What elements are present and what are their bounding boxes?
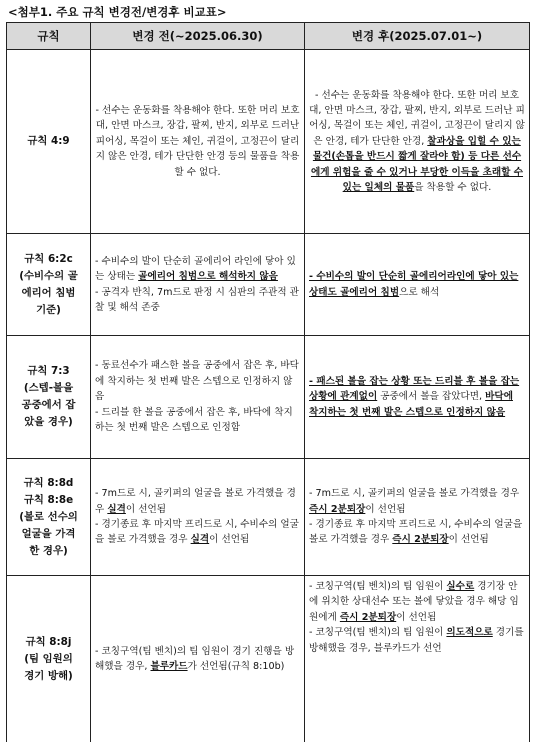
- table-row: [7, 336, 530, 459]
- rule-cell: [7, 50, 91, 234]
- after-cell: [305, 576, 530, 742]
- highlighted-text: 블루카드: [151, 661, 188, 672]
- rule-label: (수비수의 골: [10, 268, 87, 285]
- header-after: 변경 후(2025.07.01~): [305, 23, 530, 50]
- cell-text: 가 선언됨(규칙 8:10b): [188, 661, 285, 672]
- rule-label: 한 경우): [10, 543, 87, 560]
- rule-label: 얼굴을 가격: [10, 526, 87, 543]
- highlighted-text: - 패스된 볼을 잡는 상황 또는 드리블 후 볼을 잡는 상황에 관계없이: [309, 376, 519, 402]
- highlighted-text: 의도적으로: [446, 627, 492, 638]
- table-row: [7, 459, 530, 576]
- highlighted-text: 즉시 2분퇴장: [392, 534, 448, 545]
- table-header-row: [7, 23, 530, 50]
- cell-text: - 경기종료 후 마지막 프리드로 시, 수비수의 얼굴을 볼로 가격했을 경우: [95, 519, 299, 545]
- highlighted-text: 바닥에 착지하는 첫 번째 발은 스텝으로 인정하지 않음: [309, 391, 513, 417]
- table-row: [7, 50, 530, 234]
- cell-text: 이 선언됨: [365, 504, 405, 515]
- cell-text: 이 선언됨: [209, 534, 249, 545]
- header-rule: 규칙: [7, 23, 91, 50]
- before-cell: [91, 234, 305, 336]
- table-row: [7, 234, 530, 336]
- cell-text: - 코칭구역(팀 벤치)의 팀 임원이 경기 진행을 방해했을 경우,: [95, 646, 294, 672]
- before-cell: [91, 50, 305, 234]
- document-caption: <첨부1. 주요 규칙 변경전/변경후 비교표>: [8, 4, 531, 20]
- highlighted-text: 실격: [107, 504, 126, 515]
- highlighted-text: 실격: [191, 534, 210, 545]
- rule-label: 규칙 4:9: [10, 133, 87, 150]
- cell-text: 을 착용할 수 없다.: [414, 182, 491, 193]
- after-cell: [305, 336, 530, 459]
- rule-label: (스텝-볼을: [10, 380, 87, 397]
- cell-text: 으로 해석: [399, 287, 439, 298]
- rule-label: 규칙 8:8d: [10, 475, 87, 492]
- rule-label: 규칙 7:3: [10, 363, 87, 380]
- cell-text: - 수비수의 발이 단순히 골에리어 라인에 닿아 있는 상태는: [95, 256, 296, 282]
- rule-label: 경기 방해): [10, 668, 87, 685]
- highlighted-text: 즉시 2분퇴장: [309, 504, 365, 515]
- rule-comparison-table: [6, 22, 530, 742]
- before-cell: [91, 459, 305, 576]
- rule-label: 규칙 6:2c: [10, 251, 87, 268]
- table-row: [7, 576, 530, 742]
- after-cell: [305, 234, 530, 336]
- cell-text: 경기장 안에 위치한 상대선수 또는 볼에 닿았을 경우 해당 임원에게: [309, 581, 519, 623]
- rule-cell: [7, 576, 91, 742]
- highlighted-text: 골에리어 침범으로 해석하지 않음: [138, 271, 278, 282]
- cell-text: - 동료선수가 패스한 볼을 공중에서 잡은 후, 바닥에 착지하는 첫 번째 발은 스텝으로 인정하지 않음: [95, 360, 299, 402]
- cell-text: - 경기종료 후 마지막 프리드로 시, 수비수의 얼굴을 볼로 가격했을 경우: [309, 519, 522, 545]
- highlighted-text: 실수로: [446, 581, 474, 592]
- rule-label: 았을 경우): [10, 414, 87, 431]
- cell-text: - 드리블 한 볼을 공중에서 잡은 후, 바닥에 착지하는 첫 번째 발은 스텝으로 인정함: [95, 407, 293, 433]
- cell-text: - 선수는 운동화를 착용해야 한다. 또한 머리 보호대, 안면 마스크, 장갑, 팔찌, 반지, 외부로 드러난 피어싱, 목걸이 또는 체인, 귀걸이, 고정끈이 달리지 않은 안경, 테가 단단한 안경,: [309, 90, 525, 147]
- rule-cell: [7, 234, 91, 336]
- rule-cell: [7, 459, 91, 576]
- rule-label: (볼로 선수의: [10, 509, 87, 526]
- cell-text: - 코칭구역(팀 벤치)의 팀 임원이: [309, 581, 446, 592]
- rule-label: 공중에서 잡: [10, 397, 87, 414]
- highlighted-text: - 수비수의 발이 단순히 골에리어라인에 닿아 있는 상태도 골에리어 침범: [309, 271, 518, 297]
- rule-label: 규칙 8:8e: [10, 492, 87, 509]
- highlighted-text: 즉시 2분퇴장: [340, 612, 396, 623]
- cell-text: - 코칭구역(팀 벤치)의 팀 임원이: [309, 627, 446, 638]
- rule-label: 기준): [10, 302, 87, 319]
- cell-text: 공중에서 볼을 잡았다면,: [377, 391, 485, 402]
- rule-cell: [7, 336, 91, 459]
- cell-text: - 7m드로 시, 골키퍼의 얼굴을 볼로 가격했을 경우: [309, 488, 519, 499]
- cell-text: - 선수는 운동화를 착용해야 한다. 또한 머리 보호대, 안면 마스크, 장갑, 팔찌, 반지, 외부로 드러난 피어싱, 목걸이 또는 체인, 귀걸이, 고정끈이 달리지 않은 안경, 테가 단단한 안경 등의 물품을 착용할 수 없다.: [96, 105, 300, 178]
- cell-text: - 공격자 반칙, 7m드로 판정 시 심판의 주관적 관찰 및 해석 존중: [95, 287, 299, 313]
- before-cell: [91, 576, 305, 742]
- rule-label: 에리어 침범: [10, 285, 87, 302]
- after-cell: [305, 459, 530, 576]
- rule-label: (팀 임원의: [10, 651, 87, 668]
- highlighted-text: 찰과상을 입힐 수 있는 물건(손톱을 반드시 짧게 잘라야 함) 등 다른 선수에게 위험을 줄 수 있거나 부당한 이득을 초래할 수 있는 일체의 물품: [311, 136, 523, 193]
- cell-text: 이 선언됨: [126, 504, 166, 515]
- cell-text: 경기를 방해했을 경우, 블루카드가 선언: [309, 627, 524, 653]
- rule-label: 규칙 8:8j: [10, 634, 87, 651]
- header-before: 변경 전(~2025.06.30): [91, 23, 305, 50]
- after-cell: [305, 50, 530, 234]
- cell-text: - 7m드로 시, 골키퍼의 얼굴을 볼로 가격했을 경우: [95, 488, 296, 514]
- before-cell: [91, 336, 305, 459]
- cell-text: 이 선언됨: [449, 534, 489, 545]
- cell-text: 이 선언됨: [396, 612, 436, 623]
